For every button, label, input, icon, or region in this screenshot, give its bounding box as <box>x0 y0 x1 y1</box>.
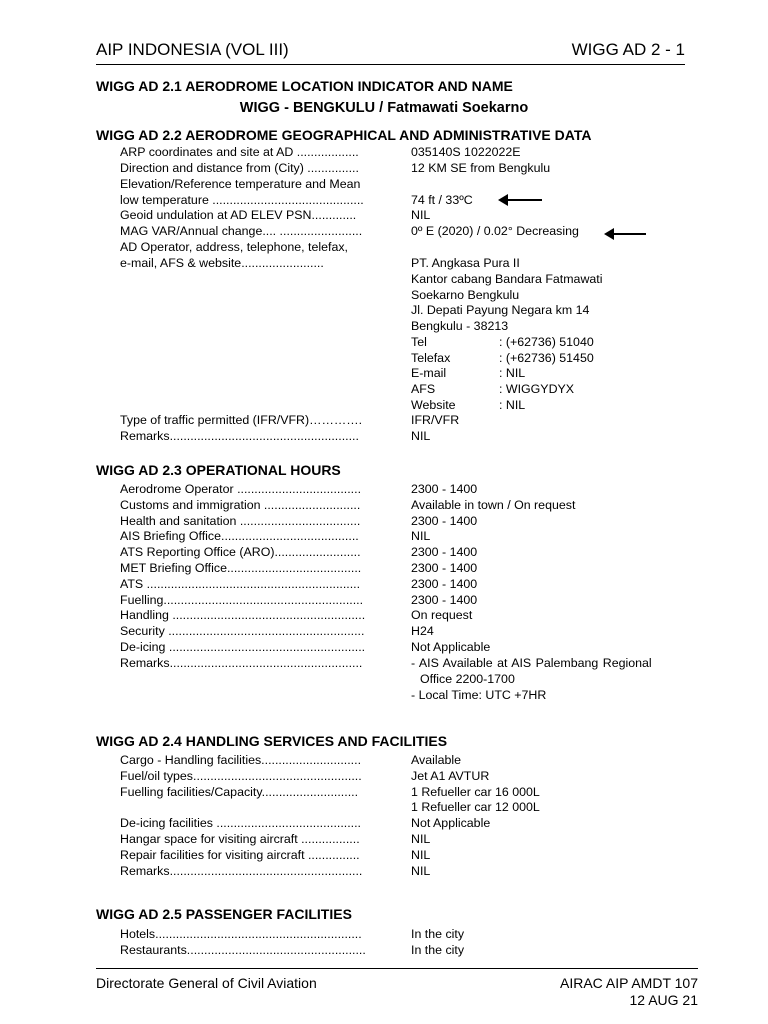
value-restaurants: In the city <box>411 943 465 957</box>
label-security: Security ......................................................... <box>120 624 365 638</box>
value-ats: 2300 - 1400 <box>411 577 478 591</box>
label-magvar: MAG VAR/Annual change.... ........................ <box>120 224 363 238</box>
value-deicing-facilities: Not Applicable <box>411 816 491 830</box>
label-fuelling-capacity: Fuelling facilities/Capacity............................ <box>120 785 359 799</box>
value-operator-name: PT. Angkasa Pura II <box>411 256 520 270</box>
arrow-left-icon <box>604 228 646 240</box>
value-address-2: Soekarno Bengkulu <box>411 288 520 302</box>
value-handling: On request <box>411 608 473 622</box>
contact-key: AFS <box>411 382 436 396</box>
label-traffic: Type of traffic permitted (IFR/VFR)…………. <box>120 413 363 427</box>
section-2-1-heading: WIGG AD 2.1 AERODROME LOCATION INDICATOR AND NAME <box>96 78 513 94</box>
contact-value: : (+62736) 51040 <box>499 335 594 349</box>
value-hotels: In the city <box>411 927 465 941</box>
label-fuel-types: Fuel/oil types................................................. <box>120 769 362 783</box>
section-2-2-heading: WIGG AD 2.2 AERODROME GEOGRAPHICAL AND ADMINISTRATIVE DATA <box>96 127 592 143</box>
section-2-5-heading: WIGG AD 2.5 PASSENGER FACILITIES <box>96 906 352 922</box>
contact-value: : (+62736) 51450 <box>499 351 594 365</box>
label-ais-briefing: AIS Briefing Office........................................ <box>120 529 359 543</box>
value-cargo: Available <box>411 753 462 767</box>
page-number: WIGG AD 2 - 1 <box>571 40 685 59</box>
value-address-4: Bengkulu - 38213 <box>411 319 509 333</box>
label-operator-1: AD Operator, address, telephone, telefax, <box>120 240 348 254</box>
aerodrome-name: WIGG - BENGKULU / Fatmawati Soekarno <box>239 100 529 116</box>
value-address-3: Jl. Depati Payung Negara km 14 <box>411 303 590 317</box>
label-elevation-2: low temperature ............................................ <box>120 193 364 207</box>
label-geoid: Geoid undulation at AD ELEV PSN............. <box>120 208 357 222</box>
value-address-1: Kantor cabang Bandara Fatmawati <box>411 272 603 286</box>
contact-key: Website <box>411 398 456 412</box>
value-customs: Available in town / On request <box>411 498 576 512</box>
label-remarks: Remarks........................................................ <box>120 864 363 878</box>
label-remarks: Remarks........................................................ <box>120 656 363 670</box>
label-cargo: Cargo - Handling facilities............................. <box>120 753 362 767</box>
label-direction: Direction and distance from (City) ............... <box>120 161 359 175</box>
value-traffic: IFR/VFR <box>411 413 460 427</box>
section-2-3-heading: WIGG AD 2.3 OPERATIONAL HOURS <box>96 462 341 478</box>
footer-date: 12 AUG 21 <box>629 992 698 1008</box>
contact-key: Tel <box>411 335 427 349</box>
value-fuelling: 2300 - 1400 <box>411 593 478 607</box>
value-remarks: NIL <box>411 864 431 878</box>
value-aerodrome-operator: 2300 - 1400 <box>411 482 478 496</box>
label-remarks: Remarks....................................................... <box>120 429 359 443</box>
value-remarks-3: - Local Time: UTC +7HR <box>411 688 547 702</box>
value-hangar: NIL <box>411 832 431 846</box>
label-aro: ATS Reporting Office (ARO)......................... <box>120 545 361 559</box>
label-customs: Customs and immigration ............................ <box>120 498 361 512</box>
value-magvar: 0º E (2020) / 0.02° Decreasing <box>411 224 579 238</box>
value-fuel-types: Jet A1 AVTUR <box>411 769 490 783</box>
label-ats: ATS .............................................................. <box>120 577 361 591</box>
label-elevation-1: Elevation/Reference temperature and Mean <box>120 177 361 191</box>
value-geoid: NIL <box>411 208 431 222</box>
contact-key: Telefax <box>411 351 451 365</box>
footer-amendment <box>560 975 698 1009</box>
value-repair: NIL <box>411 848 431 862</box>
value-remarks-1: - AIS Available at AIS Palembang Regional <box>411 656 652 670</box>
arrow-left-icon <box>498 194 542 206</box>
value-remarks-2: Office 2200-1700 <box>420 672 515 686</box>
label-arp: ARP coordinates and site at AD .................. <box>120 145 359 159</box>
label-hangar: Hangar space for visiting aircraft ................. <box>120 832 360 846</box>
value-elevation: 74 ft / 33ºC <box>411 193 473 207</box>
label-handling: Handling ........................................................ <box>120 608 366 622</box>
contact-value: : NIL <box>499 366 526 380</box>
label-fuelling: Fuelling.......................................................... <box>120 593 364 607</box>
page-footer <box>96 968 698 1008</box>
value-deicing: Not Applicable <box>411 640 491 654</box>
section-2-4-heading: WIGG AD 2.4 HANDLING SERVICES AND FACILITIES <box>96 733 448 749</box>
page-header <box>96 38 685 65</box>
value-security: H24 <box>411 624 434 638</box>
label-deicing-facilities: De-icing facilities .......................................... <box>120 816 361 830</box>
label-aerodrome-operator: Aerodrome Operator .................................... <box>120 482 362 496</box>
value-fuelling-capacity-2: 1 Refueller car 12 000L <box>411 800 540 814</box>
value-direction: 12 KM SE from Bengkulu <box>411 161 551 175</box>
label-restaurants: Restaurants.................................................... <box>120 943 366 957</box>
value-remarks: NIL <box>411 429 431 443</box>
contact-key: E-mail <box>411 366 447 380</box>
value-aro: 2300 - 1400 <box>411 545 478 559</box>
value-ais-briefing: NIL <box>411 529 431 543</box>
label-repair: Repair facilities for visiting aircraft ............... <box>120 848 360 862</box>
value-met: 2300 - 1400 <box>411 561 478 575</box>
footer-amdt: AIRAC AIP AMDT 107 <box>560 975 698 991</box>
document-title: AIP INDONESIA (VOL III) <box>96 40 289 59</box>
label-hotels: Hotels............................................................ <box>120 927 362 941</box>
value-health: 2300 - 1400 <box>411 514 478 528</box>
value-arp: 035140S 1022022E <box>411 145 521 159</box>
label-deicing: De-icing ......................................................... <box>120 640 366 654</box>
contact-value: : WIGGYDYX <box>499 382 575 396</box>
value-fuelling-capacity-1: 1 Refueller car 16 000L <box>411 785 540 799</box>
label-health: Health and sanitation ................................... <box>120 514 361 528</box>
label-operator-2: e-mail, AFS & website........................ <box>120 256 324 270</box>
label-met: MET Briefing Office....................................... <box>120 561 362 575</box>
contact-value: : NIL <box>499 398 526 412</box>
footer-authority: Directorate General of Civil Aviation <box>96 975 317 991</box>
